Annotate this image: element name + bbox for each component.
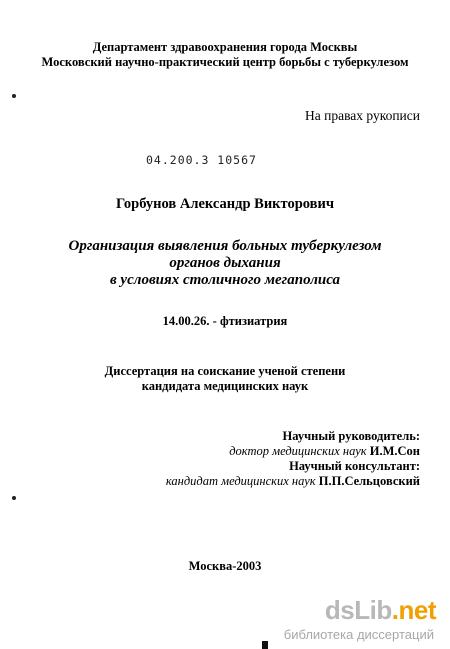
supervisor-name: И.М.Сон	[369, 444, 420, 458]
scan-speck-bottom	[12, 496, 16, 500]
place-year: Москва-2003	[188, 559, 262, 573]
specialty-code: 14.00.26. - фтизиатрия	[162, 314, 288, 328]
institution-department: Департамент здравоохранения города Москвы	[92, 40, 358, 54]
consultant-name: П.П.Сельцовский	[318, 474, 420, 488]
thesis-title-line-2: органов дыхания	[169, 255, 281, 271]
dslib-brand	[325, 595, 436, 626]
institution-center: Московский научно-практический центр борьбы с туберкулезом	[41, 55, 409, 69]
scan-edge-mark	[262, 641, 268, 649]
dissertation-degree-line-2: кандидата медицинских наук	[141, 379, 309, 393]
author-name: Горбунов Александр Викторович	[115, 196, 335, 212]
dissertation-degree-line-1: Диссертация на соискание ученой степени	[104, 364, 346, 378]
consultant-label: Научный консультант:	[289, 459, 420, 473]
consultant-line	[166, 474, 420, 489]
scan-speck-top	[12, 94, 16, 98]
supervisor-label: Научный руководитель:	[282, 429, 420, 443]
thesis-title-line-3: в условиях столичного мегаполиса	[109, 272, 341, 288]
dslib-subtitle: библиотека диссертаций	[283, 627, 434, 642]
consultant-degree: кандидат медицинских наук	[165, 474, 316, 488]
registration-stamp-number: 04.200.3 10567	[146, 153, 257, 167]
supervisor-line	[229, 444, 420, 459]
thesis-title-line-1: Организация выявления больных туберкулезом	[68, 238, 382, 254]
rights-note: На правах рукописи	[304, 108, 420, 123]
dslib-brand-suffix: .net	[391, 595, 436, 625]
dslib-watermark-logo	[260, 595, 438, 641]
supervisor-degree: доктор медицинских наук	[229, 444, 367, 458]
dslib-brand-prefix: dsLib	[324, 595, 392, 625]
